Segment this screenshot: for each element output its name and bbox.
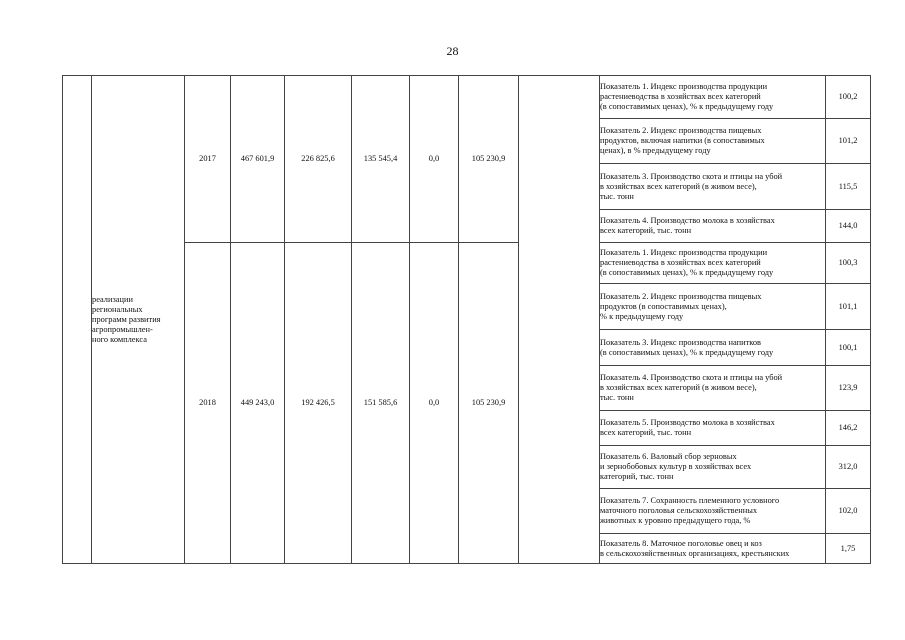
amount-cell: 0,0 — [410, 76, 459, 243]
indicator-value: 1,75 — [826, 534, 871, 564]
amount-cell: 105 230,9 — [459, 76, 519, 243]
indicator-line: тыс. тонн — [600, 393, 634, 402]
description-line: региональных — [92, 304, 143, 314]
indicator-cell — [600, 119, 826, 164]
year-cell: 2018 — [185, 243, 231, 564]
indicator-value: 115,5 — [826, 164, 871, 210]
indicator-line: (в сопоставимых ценах), % к предыдущему году — [600, 102, 774, 111]
indicator-line: растениеводства в хозяйствах всех категорий — [600, 258, 761, 267]
indicator-line: и зернобобовых культур в хозяйствах всех — [600, 462, 752, 471]
indicator-line: тыс. тонн — [600, 191, 634, 201]
total-cell: 449 243,0 — [231, 243, 285, 564]
indicator-line: Показатель 1. Индекс производства продукции — [600, 82, 768, 91]
indicator-value: 100,1 — [826, 330, 871, 366]
indicator-line: всех категорий, тыс. тонн — [600, 226, 692, 235]
indicator-line: всех категорий, тыс. тонн — [600, 428, 692, 437]
indicator-line: Показатель 4. Производство молока в хозяйствах — [600, 216, 775, 225]
indicator-line: в сельскохозяйственных организациях, крестьянских — [600, 548, 790, 558]
indicator-line: Показатель 2. Индекс производства пищевых — [600, 291, 762, 301]
indicator-cell — [600, 366, 826, 411]
indicator-value: 101,1 — [826, 284, 871, 330]
indicator-cell — [600, 164, 826, 210]
indicator-line: % к предыдущему году — [600, 311, 684, 321]
indicator-line: Показатель 8. Маточное поголовье овец и коз — [600, 538, 762, 548]
amount-cell: 151 585,6 — [352, 243, 410, 564]
indicator-value: 146,2 — [826, 411, 871, 446]
indicator-line: продуктов (в сопоставимых ценах), — [600, 301, 727, 311]
amount-cell: 135 545,4 — [352, 76, 410, 243]
amount-cell: 0,0 — [410, 243, 459, 564]
amount-cell: 192 426,5 — [285, 243, 352, 564]
indicator-line: в хозяйствах всех категорий (в живом весе), — [600, 383, 757, 392]
indicator-value: 101,2 — [826, 119, 871, 164]
indicator-cell — [600, 534, 826, 564]
indicator-line: Показатель 6. Валовый сбор зерновых — [600, 452, 737, 461]
indicator-value: 102,0 — [826, 489, 871, 534]
year-cell: 2017 — [185, 76, 231, 243]
indicator-cell — [600, 243, 826, 284]
indicator-line: (в сопоставимых ценах), % к предыдущему году — [600, 347, 774, 357]
indicator-cell — [600, 76, 826, 119]
indicator-value: 312,0 — [826, 446, 871, 489]
blank-column-cell — [63, 76, 92, 564]
indicator-line: Показатель 1. Индекс производства продукции — [600, 248, 768, 257]
amount-cell: 105 230,9 — [459, 243, 519, 564]
description-line: программ развития — [92, 314, 161, 324]
program-table — [62, 75, 871, 564]
indicator-line: маточного поголовья сельскохозяйственных — [600, 506, 758, 515]
description-line: агропромышлен- — [92, 324, 153, 334]
indicator-value: 100,3 — [826, 243, 871, 284]
description-line: реализации — [92, 294, 133, 304]
indicator-line: категорий, тыс. тонн — [600, 472, 674, 481]
indicator-cell — [600, 411, 826, 446]
indicator-line: Показатель 2. Индекс производства пищевых — [600, 126, 762, 135]
amount-cell: 226 825,6 — [285, 76, 352, 243]
total-cell: 467 601,9 — [231, 76, 285, 243]
indicator-line: животных к уровню предыдущего года, % — [600, 516, 751, 525]
indicator-value: 100,2 — [826, 76, 871, 119]
table-row — [63, 76, 871, 119]
indicator-line: Показатель 5. Производство молока в хозяйствах — [600, 418, 775, 427]
description-cell — [92, 76, 185, 564]
indicator-value: 144,0 — [826, 210, 871, 243]
indicator-cell — [600, 446, 826, 489]
indicator-line: растениеводства в хозяйствах всех категорий — [600, 92, 761, 101]
indicator-cell — [600, 489, 826, 534]
indicator-line: Показатель 4. Производство скота и птицы на убой — [600, 373, 783, 382]
indicator-line: (в сопоставимых ценах), % к предыдущему году — [600, 268, 774, 277]
indicator-cell — [600, 284, 826, 330]
indicator-cell — [600, 330, 826, 366]
indicator-value: 123,9 — [826, 366, 871, 411]
page-number: 28 — [446, 44, 459, 58]
indicator-line: Показатель 7. Сохранность племенного условного — [600, 496, 780, 505]
indicator-line: Показатель 3. Производство скота и птицы на убой — [600, 171, 783, 181]
indicator-line: ценах), в % предыдущему году — [600, 146, 711, 155]
empty-column-cell — [519, 76, 600, 564]
indicator-line: продуктов, включая напитки (в сопоставимых — [600, 136, 765, 145]
table-row — [63, 243, 871, 284]
indicator-line: в хозяйствах всех категорий (в живом весе), — [600, 181, 757, 191]
indicator-cell — [600, 210, 826, 243]
indicator-line: Показатель 3. Индекс производства напитков — [600, 337, 762, 347]
description-line: ного комплекса — [92, 334, 147, 344]
